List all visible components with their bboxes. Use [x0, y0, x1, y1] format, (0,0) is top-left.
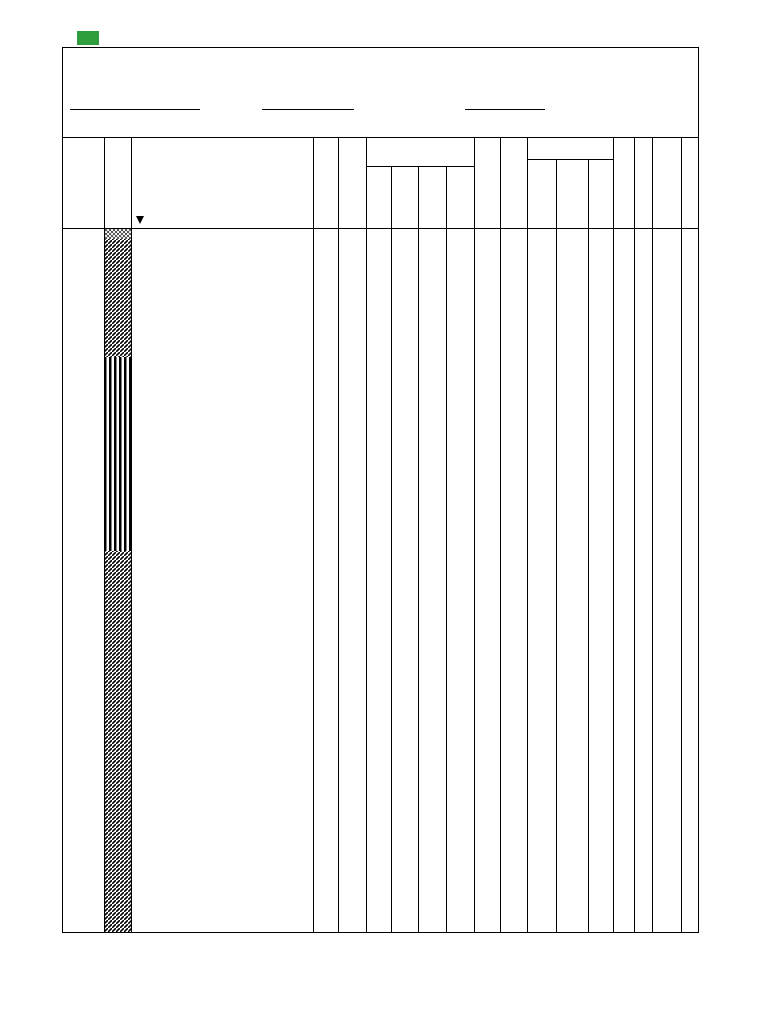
- project-number-value: [465, 109, 545, 110]
- client-field: [70, 102, 200, 113]
- col-line: [500, 137, 501, 933]
- col-line: [131, 137, 132, 933]
- client-value: [70, 109, 200, 110]
- col-line: [391, 166, 392, 933]
- col-line: [366, 137, 367, 933]
- atterberg-line: [527, 159, 613, 160]
- gint-logo-badge: [77, 31, 99, 45]
- col-line: [338, 137, 339, 933]
- col-line: [613, 137, 614, 933]
- water-level-marker-icon: [136, 216, 144, 224]
- log-clay-stacking: [104, 239, 131, 357]
- col-line: [418, 166, 419, 933]
- col-line: [681, 137, 682, 933]
- grain-size-line: [366, 166, 474, 167]
- col-line: [446, 166, 447, 933]
- project-name-value: [262, 109, 354, 110]
- header-bottom-line: [62, 228, 699, 229]
- col-line: [652, 137, 653, 933]
- log-laterite: [104, 551, 131, 933]
- project-number-field: [465, 102, 545, 113]
- col-line: [474, 137, 475, 933]
- log-filling-waste: [104, 228, 131, 239]
- project-name-field: [262, 102, 354, 113]
- col-line: [556, 159, 557, 933]
- graphic-log-column: [104, 228, 131, 933]
- header-top-line: [62, 137, 699, 138]
- col-line: [588, 159, 589, 933]
- profile-frame: [62, 47, 699, 933]
- log-decayed-wood: [104, 357, 131, 551]
- col-line: [634, 137, 635, 933]
- col-line: [527, 137, 528, 933]
- col-line: [313, 137, 314, 933]
